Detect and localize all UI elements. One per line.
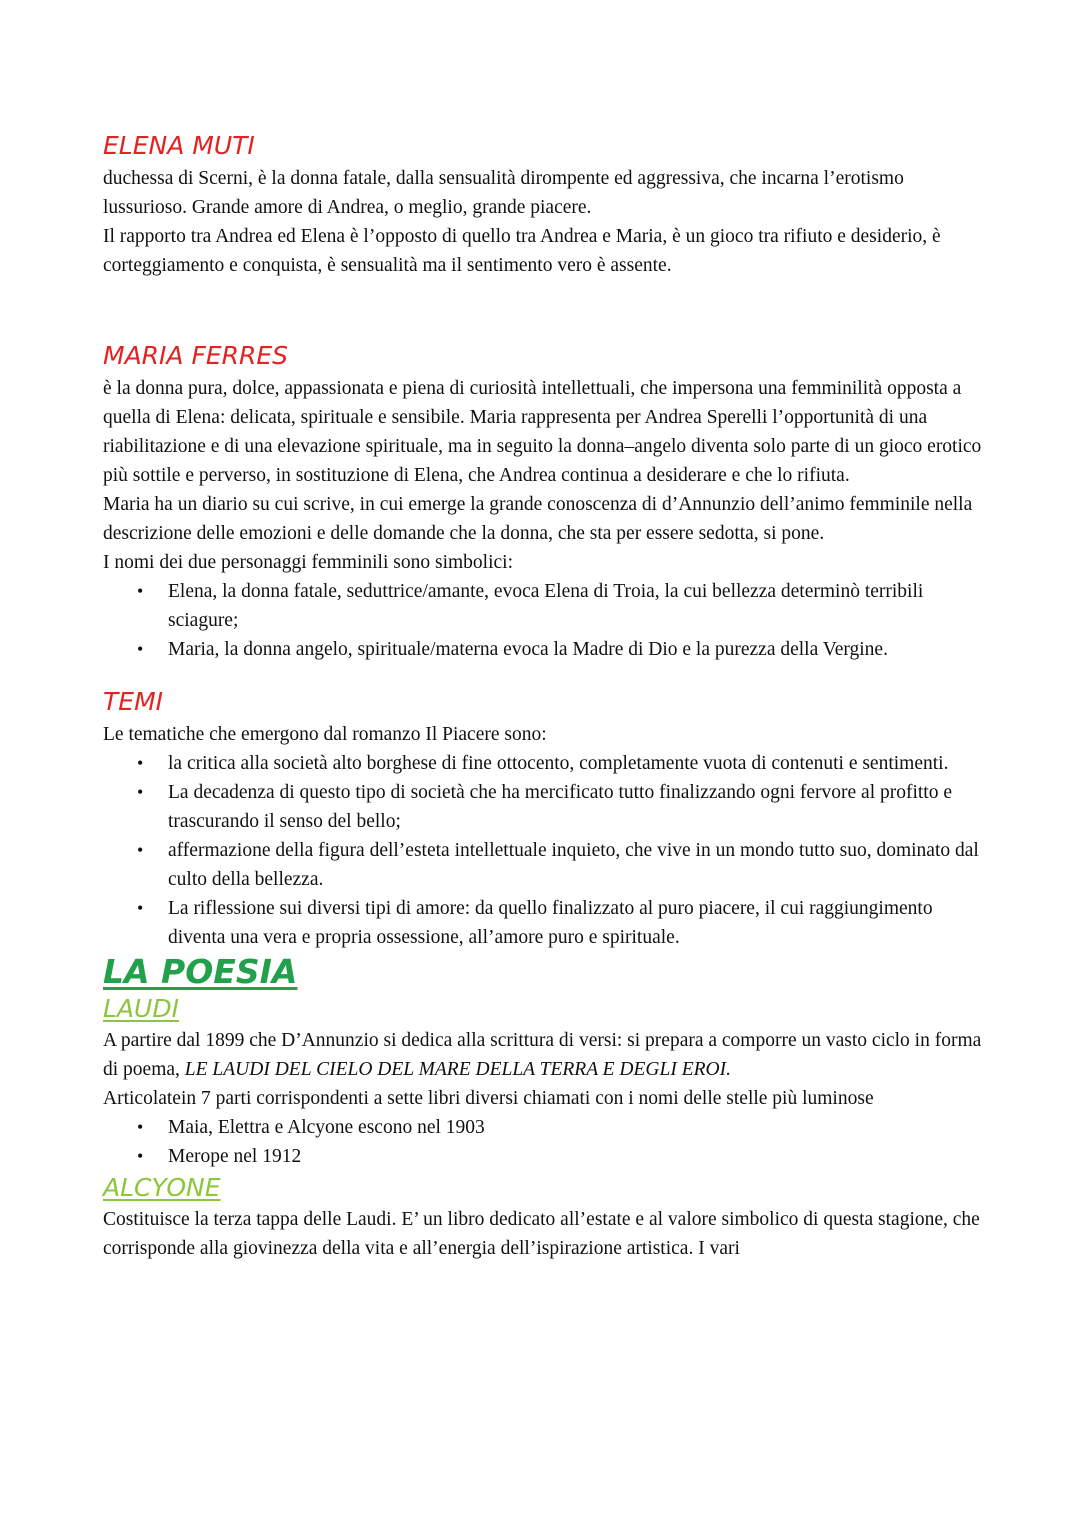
heading-laudi: LAUDI <box>103 994 179 1023</box>
laudi-bullet-list <box>103 1113 983 1171</box>
heading-alcyone: ALCYONE <box>103 1173 221 1202</box>
heading-maria-ferres: MARIA FERRES <box>103 341 289 370</box>
list-item <box>103 836 983 894</box>
heading-temi: TEMI <box>103 687 164 716</box>
bullet-icon: • <box>137 840 144 860</box>
elena-paragraph-2: Il rapporto tra Andrea ed Elena è l’opposto di quello tra Andrea e Maria, è un gioco tra rifiuto e desiderio, è corteggiamento e conquista, è sensualità ma il sentimento vero è assente. <box>103 226 941 276</box>
list-item <box>103 635 983 664</box>
temi-bullet-list <box>103 749 983 952</box>
laudi-title-italic: LE LAUDI DEL CIELO DEL MARE DELLA TERRA E DEGLI EROI. <box>184 1059 731 1080</box>
bullet-icon: • <box>137 753 144 773</box>
list-item-text: Maria, la donna angelo, spirituale/materna evoca la Madre di Dio e la purezza della Vergine. <box>168 639 888 660</box>
list-item <box>103 778 983 836</box>
laudi-text-plain: A partire dal 1899 che D’Annunzio si dedica alla scrittura di versi: si prepara a comporre un vasto ciclo in forma di poema, <box>103 1030 982 1080</box>
elena-paragraph-1: duchessa di Scerni, è la donna fatale, dalla sensualità dirompente ed aggressiva, che incarna l’erotismo lussurioso. Grande amore di Andrea, o meglio, grande piacere. <box>103 168 904 218</box>
list-item-text: affermazione della figura dell’esteta intellettuale inquieto, che vive in un mondo tutto suo, dominato dal culto della bellezza. <box>168 840 979 890</box>
list-item <box>103 1113 983 1142</box>
list-item-text: La decadenza di questo tipo di società che ha mercificato tutto finalizzando ogni fervore al profitto e trascurando il senso del bello; <box>168 782 953 832</box>
document-page <box>103 128 983 1263</box>
maria-bullet-list <box>103 577 983 664</box>
list-item-text: Merope nel 1912 <box>168 1146 302 1167</box>
list-item-text: la critica alla società alto borghese di fine ottocento, completamente vuota di contenuti e sentimenti. <box>168 753 949 774</box>
list-item-text: Maia, Elettra e Alcyone escono nel 1903 <box>168 1117 485 1138</box>
spacer <box>103 280 983 338</box>
bullet-icon: • <box>137 581 144 601</box>
maria-paragraph-3: I nomi dei due personaggi femminili sono simbolici: <box>103 552 513 573</box>
bullet-icon: • <box>137 639 144 659</box>
bullet-icon: • <box>137 1146 144 1166</box>
maria-paragraph-2: Maria ha un diario su cui scrive, in cui emerge la grande conoscenza di d’Annunzio dell’animo femminile nella descrizione delle emozioni e delle domande che la donna, che sta per essere sedotta, si pone. <box>103 494 973 544</box>
list-item-text: Elena, la donna fatale, seduttrice/amante, evoca Elena di Troia, la cui bellezza determinò terribili sciagure; <box>168 581 924 631</box>
heading-elena-muti: ELENA MUTI <box>103 131 255 160</box>
temi-intro: Le tematiche che emergono dal romanzo Il Piacere sono: <box>103 724 547 745</box>
bullet-icon: • <box>137 898 144 918</box>
spacer <box>103 664 983 684</box>
list-item <box>103 577 983 635</box>
laudi-paragraph-1 <box>103 1026 983 1084</box>
list-item <box>103 749 983 778</box>
list-item <box>103 1142 983 1171</box>
bullet-icon: • <box>137 782 144 802</box>
list-item-text: La riflessione sui diversi tipi di amore: da quello finalizzato al puro piacere, il cui raggiungimento diventa una vera e propria ossessione, all’amore puro e spirituale. <box>168 898 933 948</box>
alcyone-paragraph: Costituisce la terza tappa delle Laudi. E’ un libro dedicato all’estate e al valore simbolico di questa stagione, che corrisponde alla giovinezza della vita e all’energia dell’ispirazione artistica. I vari <box>103 1209 980 1259</box>
list-item <box>103 894 983 952</box>
maria-paragraph-1: è la donna pura, dolce, appassionata e piena di curiosità intellettuali, che impersona una femminilità opposta a quella di Elena: delicata, spirituale e sensibile. Maria rappresenta per Andrea Sperelli l’opportunità di una riabilitazione e di una elevazione spirituale, ma in seguito la donna–angelo diventa solo parte di un gioco erotico più sottile e perverso, in sostituzione di Elena, che Andrea continua a desiderare e che lo rifiuta. <box>103 378 982 486</box>
bullet-icon: • <box>137 1117 144 1137</box>
heading-la-poesia: LA POESIA <box>103 952 298 991</box>
laudi-paragraph-2: Articolatein 7 parti corrispondenti a sette libri diversi chiamati con i nomi delle stelle più luminose <box>103 1088 874 1109</box>
